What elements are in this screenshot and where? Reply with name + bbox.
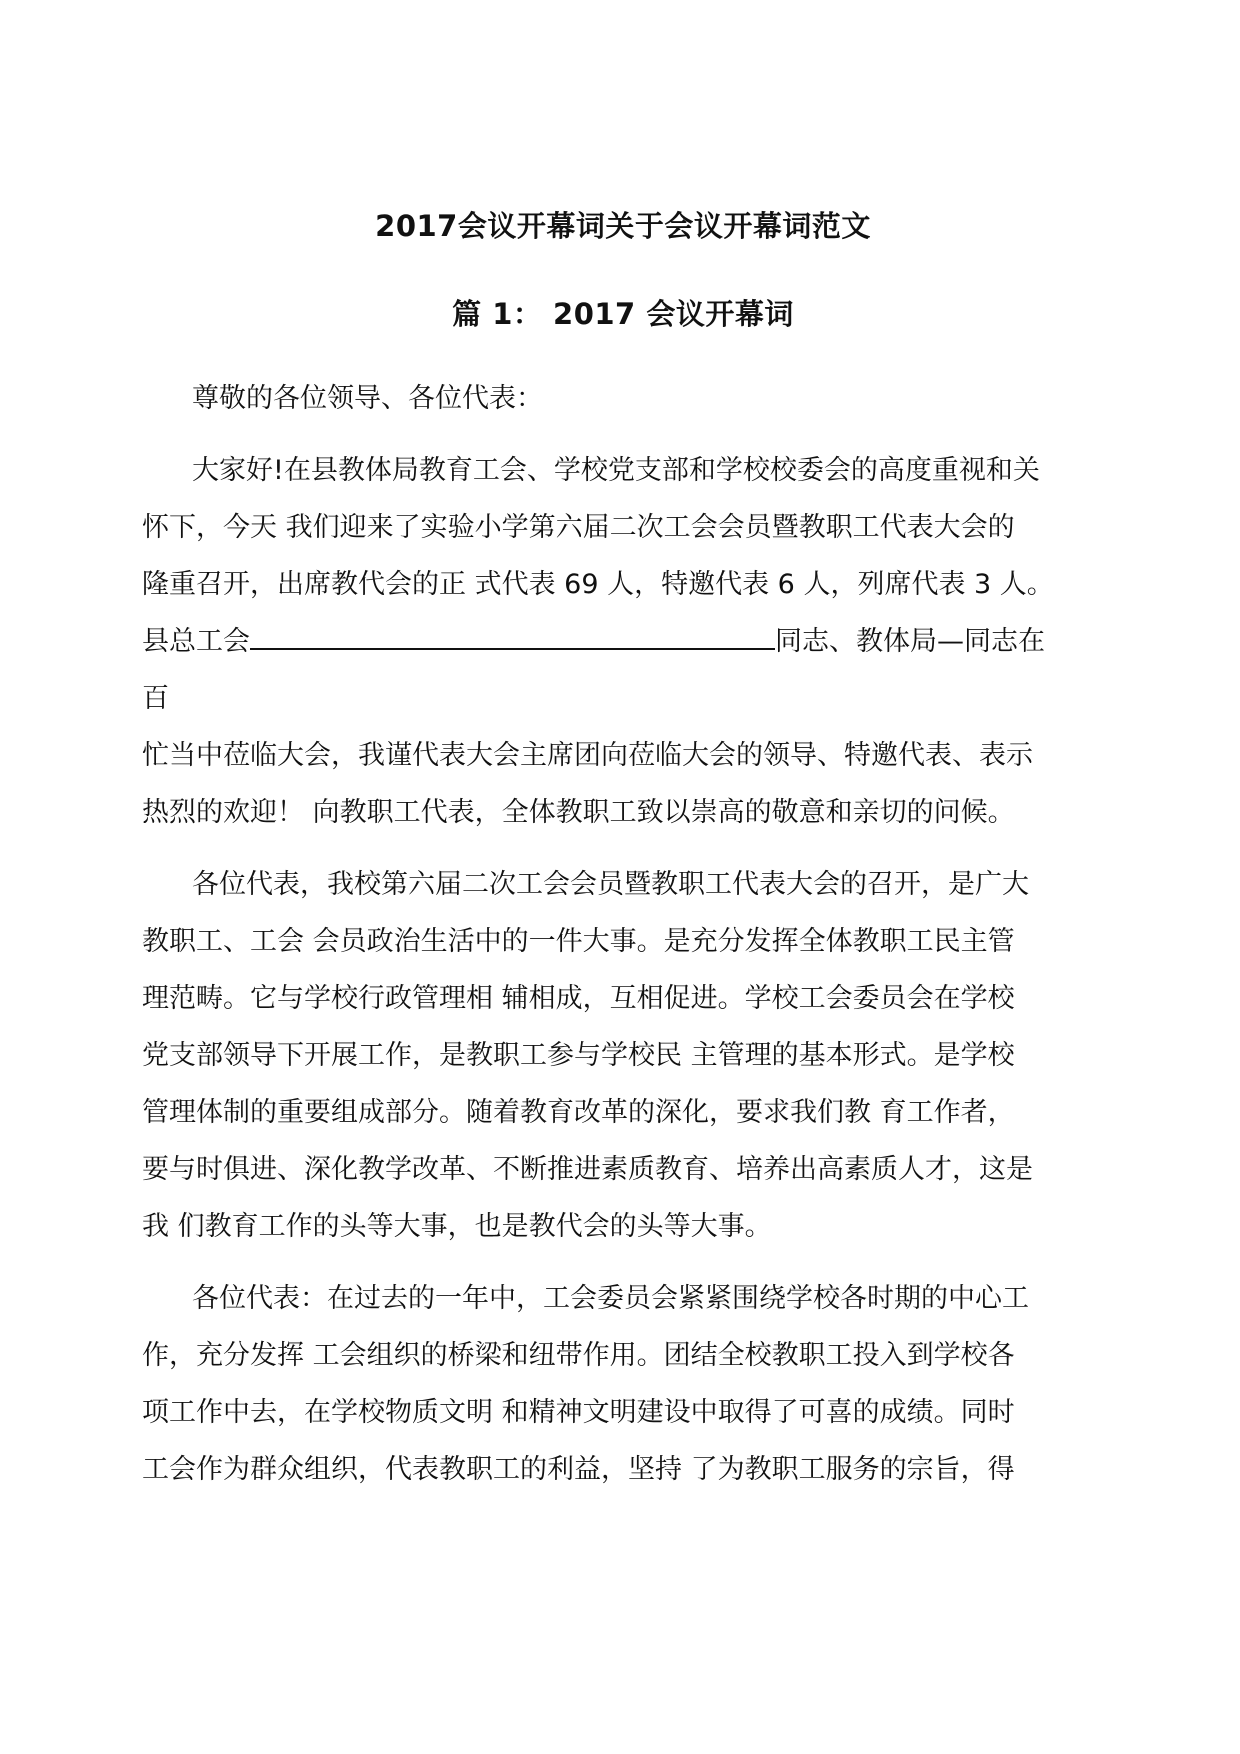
document-subtitle: 篇 1： 2017 会议开幕词 [452, 297, 794, 331]
greeting-text: 尊敬的各位领导、各位代表： [192, 383, 543, 414]
paragraph-1-line-3: 隆重召开，出席教代会的正 式代表 69 人，特邀代表 6 人，列席代表 3 人。 [142, 569, 1054, 600]
paragraph-1-line-4-end: 同志、教体局—同志在 [775, 626, 1045, 657]
document-title: 2017会议开幕词关于会议开幕词范文 [375, 209, 871, 243]
paragraph-1 [142, 442, 1104, 841]
paragraph-1-line-7: 热烈的欢迎！ 向教职工代表，全体教职工致以崇高的敬意和亲切的问候。 [142, 797, 1015, 828]
fill-in-blank-line [250, 618, 775, 650]
paragraph-1-line-4-start: 县总工会 [142, 626, 250, 657]
paragraph-1-line-6: 忙当中莅临大会，我谨代表大会主席团向莅临大会的领导、特邀代表、表示 [142, 740, 1033, 771]
paragraph-2-line-1: 各位代表，我校第六届二次工会会员暨教职工代表大会的召开，是广大 [192, 869, 1029, 900]
paragraph-1-line-2: 怀下，今天 我们迎来了实验小学第六届二次工会会员暨教职工代表大会的 [142, 512, 1015, 543]
paragraph-2-line-4: 党支部领导下开展工作，是教职工参与学校民 主管理的基本形式。是学校 [142, 1040, 1015, 1071]
paragraph-2-line-5: 管理体制的重要组成部分。随着教育改革的深化，要求我们教 育工作者， [142, 1097, 1015, 1128]
paragraph-3-line-2: 作，充分发挥 工会组织的桥梁和纽带作用。团结全校教职工投入到学校各 [142, 1340, 1015, 1371]
paragraph-3-line-3: 项工作中去，在学校物质文明 和精神文明建设中取得了可喜的成绩。同时 [142, 1397, 1015, 1428]
paragraph-2-line-3: 理范畴。它与学校行政管理相 辅相成，互相促进。学校工会委员会在学校 [142, 983, 1015, 1014]
paragraph-2-line-6: 要与时俱进、深化教学改革、不断推进素质教育、培养出高素质人才，这是 [142, 1154, 1033, 1185]
paragraph-3 [142, 1270, 1104, 1498]
paragraph-3-line-1: 各位代表：在过去的一年中，工会委员会紧紧围绕学校各时期的中心工 [192, 1283, 1029, 1314]
paragraph-1-line-4 [142, 613, 1104, 670]
paragraph-1-line-5: 百 [142, 683, 169, 714]
paragraph-3-line-4: 工会作为群众组织，代表教职工的利益，坚持 了为教职工服务的宗旨，得 [142, 1454, 1015, 1485]
document-content [142, 202, 1104, 1513]
paragraph-2 [142, 856, 1104, 1255]
paragraph-2-line-2: 教职工、工会 会员政治生活中的一件大事。是充分发挥全体教职工民主管 [142, 926, 1015, 957]
greeting-paragraph [142, 370, 1104, 427]
paragraph-2-line-7: 我 们教育工作的头等大事，也是教代会的头等大事。 [142, 1211, 772, 1242]
paragraph-1-line-1: 大家好!在县教体局教育工会、学校党支部和学校校委会的高度重视和关 [192, 455, 1040, 486]
